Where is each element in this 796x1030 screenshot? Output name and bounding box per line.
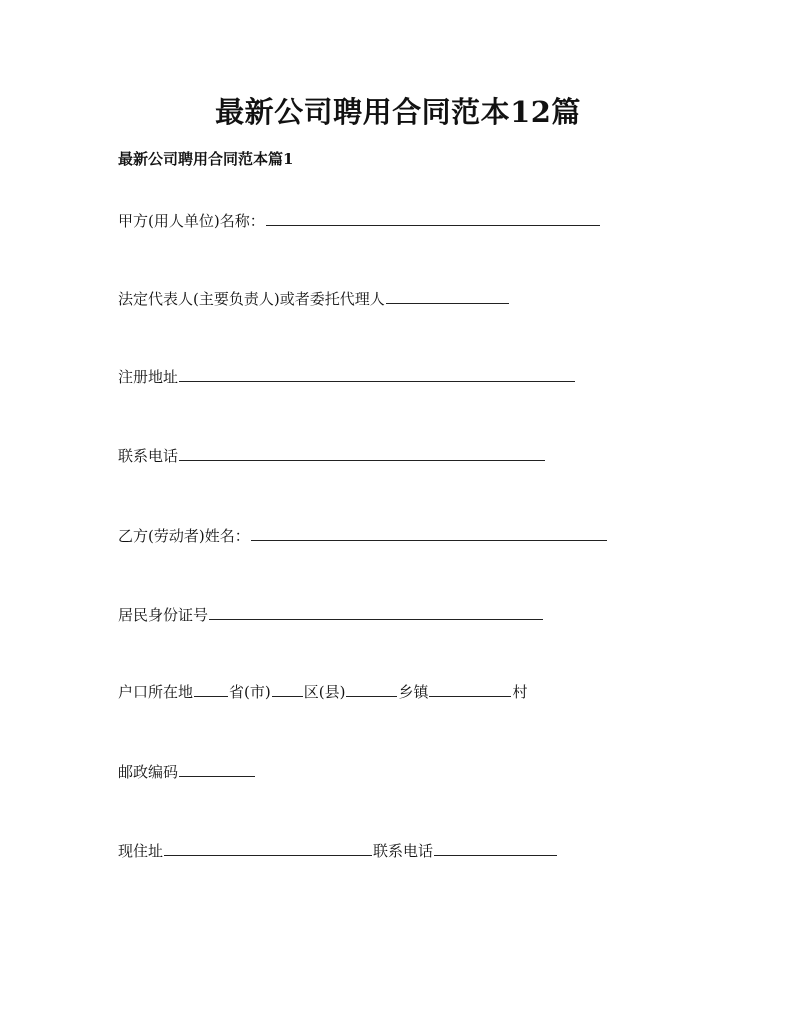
current-address-blank[interactable] [164,840,372,856]
id-number-blank[interactable] [209,604,543,620]
party-b-name-blank[interactable] [251,525,607,541]
reg-address-line [118,366,576,388]
hukou-blank-2[interactable] [272,681,303,697]
legal-rep-line [118,288,510,310]
contact-phone-blank[interactable] [434,840,557,856]
id-number-label: 居民身份证号 [118,606,209,624]
reg-address-blank[interactable] [179,366,575,382]
hukou-province-label: 省(市) [229,683,271,701]
section-heading: 最新公司聘用合同范本篇1 [118,150,294,168]
reg-address-label: 注册地址 [118,368,179,386]
postcode-label: 邮政编码 [118,763,179,781]
hukou-label: 户口所在地 [118,683,194,701]
phone-label: 联系电话 [118,447,179,465]
hukou-blank-1[interactable] [194,681,228,697]
current-address-label: 现住址 [118,842,164,860]
hukou-district-label: 区(县) [303,683,346,701]
hukou-blank-3[interactable] [346,681,397,697]
party-a-name-label: 甲方(用人单位)名称： [118,212,265,230]
party-b-name-line [118,525,608,547]
id-number-line [118,604,544,626]
party-a-name-line [118,210,601,232]
hukou-town-label: 乡镇 [398,683,429,701]
postcode-line [118,761,256,783]
postcode-blank[interactable] [179,761,255,777]
party-b-name-label: 乙方(劳动者)姓名： [118,527,250,545]
current-address-line [118,840,558,862]
party-a-name-blank[interactable] [266,210,600,226]
phone-line [118,445,546,467]
hukou-line [118,681,527,703]
hukou-village-label: 村 [512,683,528,701]
legal-rep-label: 法定代表人(主要负责人)或者委托代理人 [118,290,385,308]
document-title: 最新公司聘用合同范本12篇 [215,95,581,129]
hukou-blank-4[interactable] [429,681,511,697]
legal-rep-blank[interactable] [386,288,509,304]
contact-phone-label: 联系电话 [373,842,434,860]
phone-blank[interactable] [179,445,545,461]
